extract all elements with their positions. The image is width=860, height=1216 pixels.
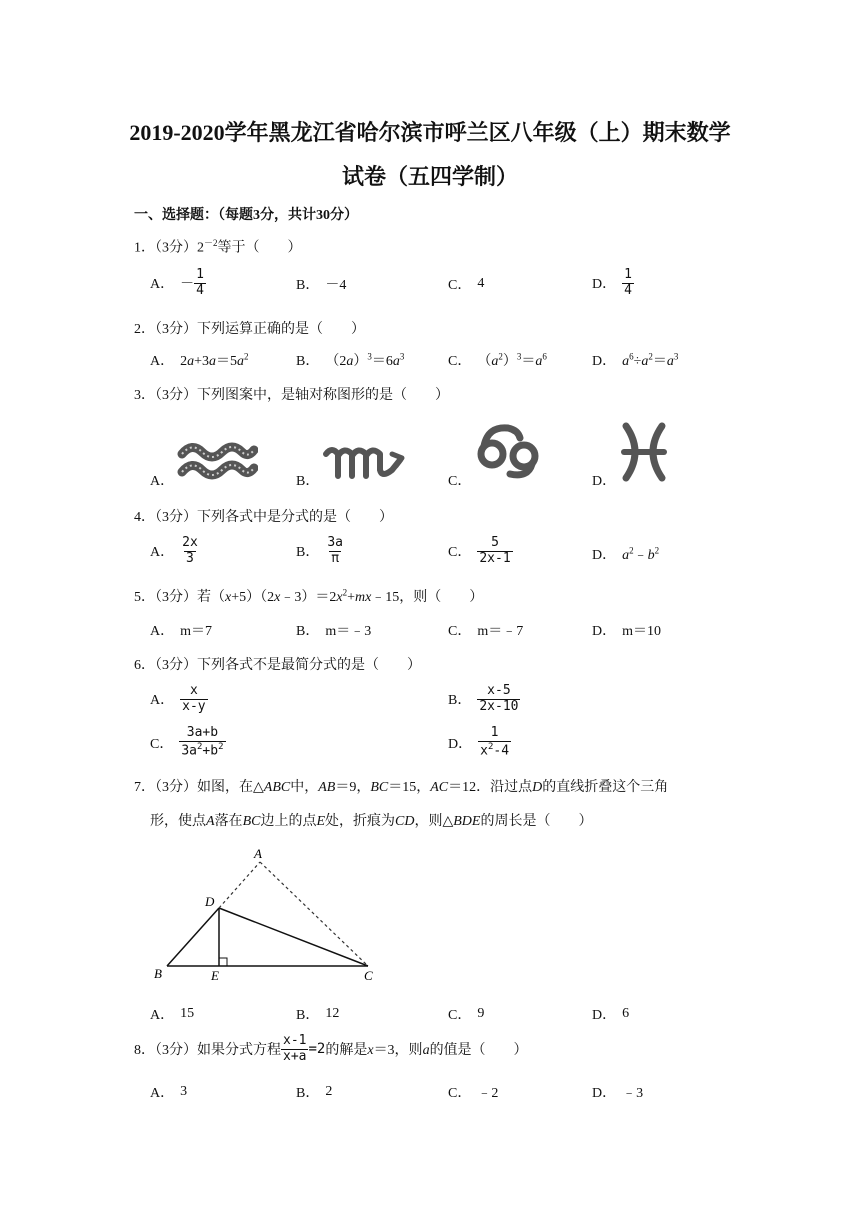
q5-option-c: C． m＝﹣7	[448, 624, 524, 639]
q2-option-d: D． $a^6\div a^2=a^3$	[592, 351, 679, 369]
q7-option-a: A． 15	[150, 1006, 195, 1023]
point-d-label: D	[205, 894, 215, 909]
q2-option-b: B． $(2a)^3=6a^3$	[296, 351, 405, 369]
point-c-label: C	[364, 968, 373, 983]
question-7-stem-line2: 形，使点A落在BC边上的点E处，折痕为CD，则△BDE的周长是（ ）	[150, 814, 593, 829]
aquarius-symbol-image	[176, 438, 258, 482]
q6-option-d: D． $\frac{1}{x^2-4}$	[448, 725, 510, 759]
question-5-stem: 5．（3分）若$(x+5)(2x﹣3)=2x^2+mx﹣15$，则（ ）	[134, 587, 484, 605]
q8-option-c: C． ﹣2	[448, 1086, 499, 1101]
q1-option-a: A． － $\frac{1}{4}$	[150, 267, 204, 298]
q3-option-a-label: A．	[150, 474, 175, 489]
question-7-stem-line1: 7．（3分）如图，在△ABC中，AB＝9，BC＝15，AC＝12．沿过点D的直线折叠这个三角	[134, 780, 669, 795]
exam-title-line1: 2019-2020学年黑龙江省哈尔滨市呼兰区八年级（上）期末数学	[129, 120, 731, 145]
q4-option-c: C． $\frac{5}{2x-1}$	[448, 535, 511, 566]
q6-option-c: C． $\frac{3a+b}{3a^2+b^2}$	[150, 725, 224, 759]
section-heading: 一、选择题：（每题3分，共计30分）	[134, 208, 358, 223]
q4-option-b: B． $\frac{3a}{\pi}$	[296, 535, 343, 566]
q7-option-d: D． 6	[592, 1006, 630, 1023]
q1-option-d: D． $\frac{1}{4}$	[592, 267, 632, 298]
q3-option-c-label: C．	[448, 474, 472, 489]
point-b-label: B	[154, 966, 162, 981]
question-1-stem: 1．（3分）$2^{-2}$等于（ ）	[134, 238, 302, 256]
q5-option-d: D． m＝10	[592, 624, 662, 639]
question-6-stem: 6．（3分）下列各式不是最简分式的是（ ）	[134, 658, 421, 673]
scorpio-symbol-image	[322, 440, 408, 484]
q5-option-b: B． m＝﹣3	[296, 624, 372, 639]
q5-option-a: A． m＝7	[150, 624, 213, 639]
question-2-stem: 2．（3分）下列运算正确的是（ ）	[134, 322, 365, 337]
q3-option-d-label: D．	[592, 474, 617, 489]
q8-option-b: B． 2	[296, 1084, 333, 1101]
point-a-label: A	[254, 846, 262, 861]
q4-option-d: D． $a^2﹣b^2$	[592, 545, 660, 563]
question-3-stem: 3．（3分）下列图案中，是轴对称图形的是（ ）	[134, 388, 449, 403]
question-8-stem: 8．（3分）如果分式方程 $\frac{x-1}{x+a}$ =2 的解是x＝3，则a的值是（ ）	[134, 1033, 528, 1064]
pisces-symbol-image	[620, 420, 668, 484]
question-4-stem: 4．（3分）下列各式中是分式的是（ ）	[134, 510, 393, 525]
triangle-figure	[150, 844, 390, 984]
q1-option-c: C． 4	[448, 276, 485, 293]
q3-option-b-label: B．	[296, 474, 320, 489]
cancer-symbol-image	[474, 420, 546, 480]
point-e-label: E	[211, 968, 219, 983]
q2-option-a: A． $2a+3a=5a^2$	[150, 351, 249, 369]
q2-option-c: C． $(a^2)^3=a^6$	[448, 351, 547, 369]
q8-option-a: A． 3	[150, 1084, 188, 1101]
q8-option-d: D． ﹣3	[592, 1086, 644, 1101]
q4-option-a: A． $\frac{2x}{3}$	[150, 535, 198, 566]
q6-option-a: A． $\frac{x}{x-y}$	[150, 683, 206, 714]
q6-option-b: B． $\frac{x-5}{2x-10}$	[448, 683, 519, 714]
q7-option-b: B． 12	[296, 1006, 340, 1023]
q7-option-c: C． 9	[448, 1006, 485, 1023]
exam-title-line2: 试卷（五四学制）	[341, 164, 518, 189]
q1-option-b: B． －4	[296, 278, 347, 293]
